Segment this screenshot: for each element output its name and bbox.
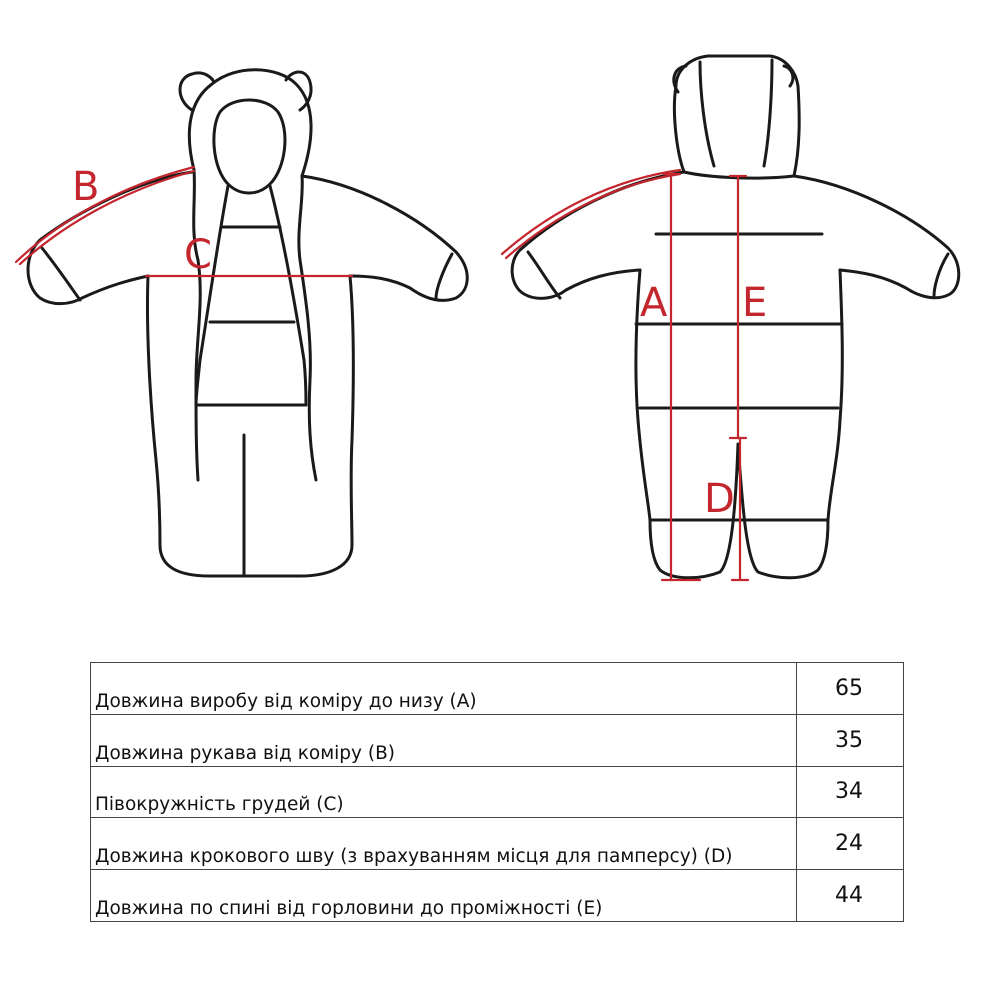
label-C: C (184, 232, 212, 278)
measurement-value: 24 (797, 818, 904, 870)
table-row (91, 818, 904, 870)
back-hood (674, 56, 799, 176)
measurement-label: Півокружність грудей (C) (91, 766, 797, 818)
label-A: A (640, 280, 668, 326)
measurement-label: Довжина виробу від коміру до низу (A) (91, 663, 797, 715)
measurement-value: 65 (797, 663, 904, 715)
hood-face (214, 100, 285, 193)
front-left-cuff (42, 248, 80, 300)
table-row (91, 663, 904, 715)
measurement-value: 35 (797, 714, 904, 766)
label-B: B (72, 164, 100, 210)
back-right-sleeve (794, 176, 959, 298)
table-row (91, 714, 904, 766)
back-right-cuff (934, 254, 948, 296)
measure-line-B-2 (20, 171, 194, 264)
back-left-cuff (528, 252, 560, 298)
front-right-sleeve (302, 176, 467, 300)
front-opening-left (194, 170, 201, 480)
back-view-drawing (512, 56, 959, 578)
size-table-body (91, 663, 904, 922)
measurement-label: Довжина крокового шву (з врахуванням місця для памперсу) (D) (91, 818, 797, 870)
measurement-value: 44 (797, 870, 904, 922)
measure-line-B-back-2 (506, 174, 680, 258)
measurement-label: Довжина рукава від коміру (B) (91, 714, 797, 766)
table-row (91, 870, 904, 922)
table-row (91, 766, 904, 818)
hood-outer (189, 70, 311, 176)
label-E: E (742, 280, 768, 326)
front-right-cuff (436, 254, 452, 298)
measurement-value: 34 (797, 766, 904, 818)
back-hood-panel (700, 60, 772, 166)
measurement-label: Довжина по спині від горловини до проміжності (E) (91, 870, 797, 922)
front-opening-right (299, 176, 316, 480)
front-view-drawing (28, 70, 467, 576)
label-D: D (704, 476, 735, 522)
size-table (90, 662, 904, 922)
